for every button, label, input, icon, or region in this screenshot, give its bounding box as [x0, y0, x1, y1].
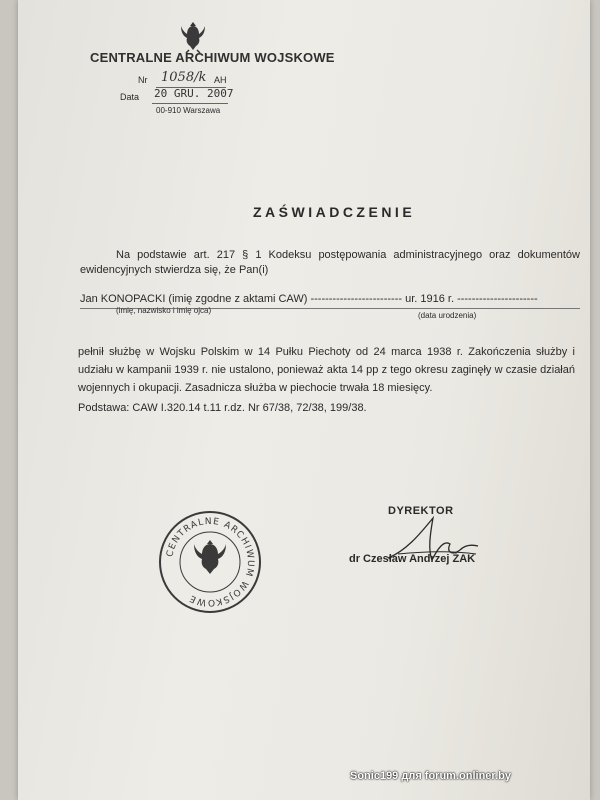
watermark-text: Sonic199 для forum.onliner.by — [350, 770, 511, 782]
person-name-line: Jan KONOPACKI (imię zgodne z aktami CAW) ------------------------- ur. 1916 r. ---------------------- — [80, 293, 538, 305]
service-paragraph: pełnił służbę w Wojsku Polskim w 14 Pułku Piechoty od 24 marca 1938 r. Zakończenia służby i udziału w kampanii 1939 r. nie ustalono, ponieważ akta 14 pp z tego okresu zaginęły w czasie działań wojennych i okupacji. Zasadnicza służba w piechocie trwała 18 miesięcy. — [78, 346, 575, 394]
name-caption: (imię, nazwisko i imię ojca) — [116, 306, 212, 315]
document-page — [18, 0, 590, 800]
nr-label: Nr — [138, 75, 148, 85]
document-title: ZAŚWIADCZENIE — [253, 204, 416, 220]
nr-value: 1058/k — [161, 70, 207, 85]
eagle-emblem-icon — [180, 20, 206, 54]
date-underline — [152, 103, 228, 104]
birthdate-caption: (data urodzenia) — [418, 311, 477, 320]
postal-address: 00-910 Warszawa — [156, 106, 221, 115]
seal-text: CENTRALNE ARCHIWUM WOJSKOWE — [165, 516, 256, 608]
date-stamp-value: 20 GRU. 2007 — [154, 87, 234, 100]
round-seal-stamp-icon — [158, 510, 262, 614]
date-label: Data — [120, 92, 140, 102]
signer-role: DYREKTOR — [388, 505, 454, 517]
nr-suffix: AH — [214, 75, 227, 85]
signer-name: dr Czesław Andrzej ŻAK — [349, 553, 476, 565]
organization-name: CENTRALNE ARCHIWUM WOJSKOWE — [90, 50, 335, 65]
basis-line: Podstawa: CAW I.320.14 t.11 r.dz. Nr 67/38, 72/38, 199/38. — [78, 402, 367, 414]
intro-paragraph: Na podstawie art. 217 § 1 Kodeksu postępowania administracyjnego oraz dokumentów ewidencyjnych stwierdza się, że Pan(i) — [80, 249, 580, 276]
